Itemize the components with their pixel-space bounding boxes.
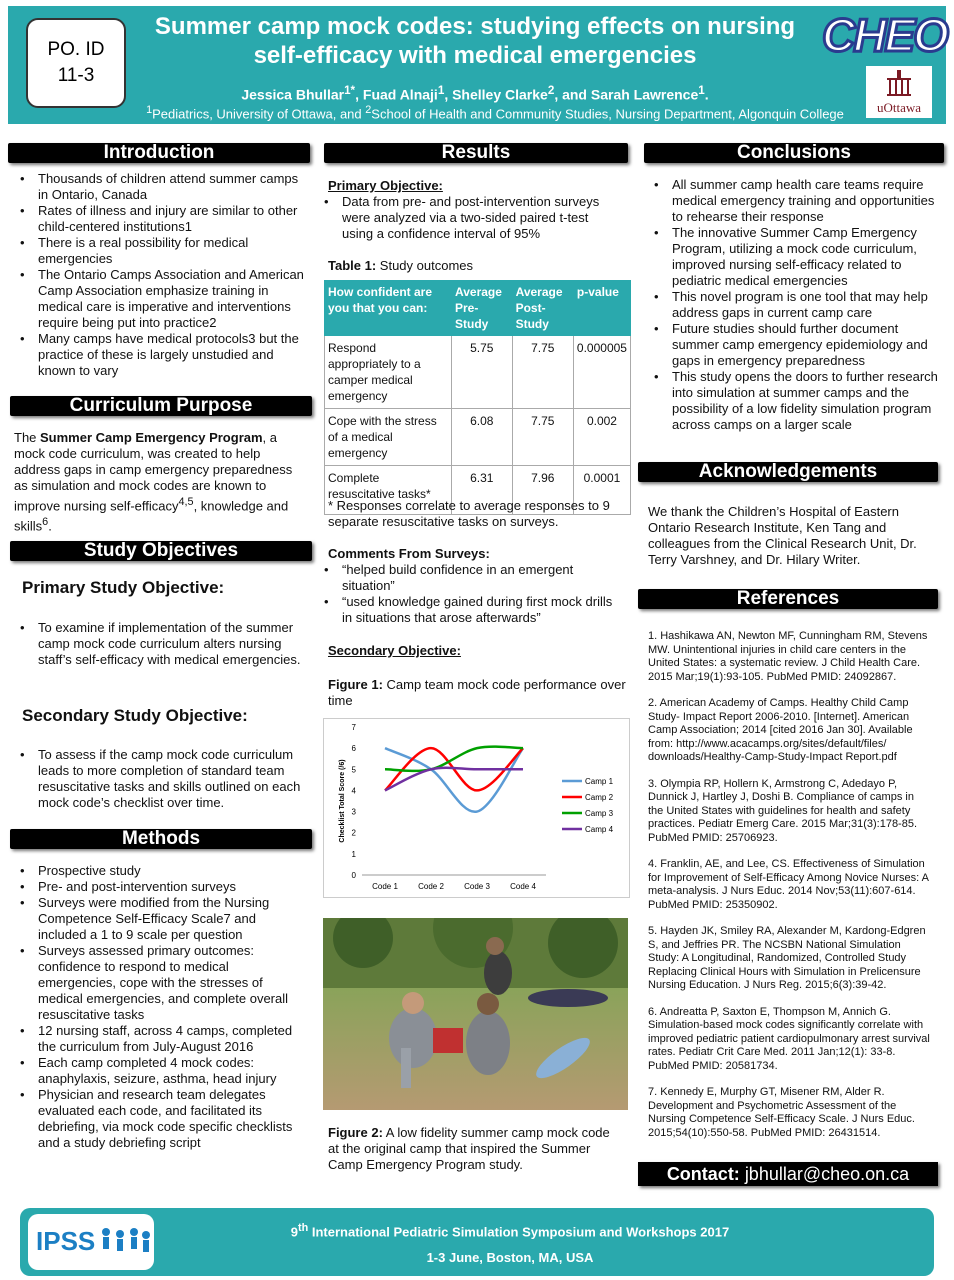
comment-item: • “used knowledge gained during first mock drills in situations that arose afterwards”: [330, 594, 620, 626]
affiliations: $^1$Pediatrics, University of Ottawa, and $^2$School of Health and Community Studies, Nursing Department, Algonquin College: [146, 104, 844, 122]
conclusion-item: • All summer camp health care teams require medical emergency training and opportunities to rehearse their response: [660, 177, 940, 225]
authors: Jessica Bhullar$^{1*}$, Fuad Alnaji$^1$, Shelley Clarke$^2$, and Sarah Lawrence$^1$.: [241, 84, 709, 103]
footer-event: 9th International Pediatric Simulation Symposium and Workshops 2017: [290, 1222, 730, 1240]
footer-banner: [20, 1208, 934, 1276]
y-tick-label: 4: [351, 786, 356, 796]
y-tick-label: 6: [351, 744, 356, 754]
table-header-cell: p-value: [573, 281, 630, 336]
table-cell: 0.002: [573, 409, 630, 466]
reference-item: 6. Andreatta P, Saxton E, Thompson M, Annich G. Simulation-based mock codes significantly correlate with improved pediatric patient cardiopulmonary arrest survival rates. Pediatr Crit Care Med. 2011 Jan;12(1): 33-8. PubMed PMID: 20581734.: [648, 1005, 930, 1072]
secondary-objective-heading: Secondary Study Objective:: [22, 706, 248, 725]
figure1-label: Figure 1:: [328, 677, 383, 692]
primary-objective-text: • To examine if implementation of the summer camp mock code curriculum alters nursing staff’s self-efficacy with medical emergencies.: [26, 620, 308, 668]
conclusion-item: • The innovative Summer Camp Emergency Program, utilizing a mock code curriculum, improved nursing self-efficacy related to pediatric medical emergencies: [660, 225, 940, 289]
poster-id-label: PO. ID: [47, 39, 105, 60]
camp-performance-chart: [324, 719, 629, 897]
study-outcomes-table: [324, 280, 631, 515]
title-line-1: Summer camp mock codes: studying effects on nursing: [154, 13, 796, 40]
x-tick-label: Code 1: [372, 882, 398, 891]
y-tick-label: 2: [351, 828, 356, 838]
figure2-label: Figure 2:: [328, 1125, 383, 1140]
table-caption-text: Study outcomes: [376, 258, 473, 273]
methods-item: • Physician and research team delegates evaluated each code, and facilitated its debriefing, via mock code specific checklists and a study debriefing script: [26, 1087, 308, 1151]
reference-item: 7. Kennedy E, Murphy GT, Misener RM, Alder R. Development and Psychometric Assessment of the Nursing Competence Self-Efficacy Scale. J Nurs Educ. 2015;54(10):550-58. PubMed PMID: 26431514.: [648, 1086, 915, 1139]
y-tick-label: 0: [351, 871, 356, 880]
poster-title: [140, 12, 810, 70]
reference-item: 4. Franklin, AE, and Lee, CS. Effectiveness of Simulation for Improvement of Self-Efficacy Among Novice Nurses: A meta-analysis. J Nurs Educ. 2014 Nov;53(11):607-614. PubMed PMID: 25350902.: [648, 858, 929, 911]
methods-list: [8, 863, 308, 1151]
table-row: [325, 409, 631, 466]
reference-item: 3. Olympia RP, Hollern K, Armstrong C, Adedayo P, Dunnick J, Hartley J, Doshi B. Compliance of camps in the United States with guidelines for health and safety practices. Pediatr Emerg Care. 2015 Mar;31(3):178-85. PubMed PMID: 25706923.: [648, 777, 918, 844]
curriculum-text: The Summer Camp Emergency Program, a mock code curriculum, was created to help address gaps in camp emergency preparedness as simulation and mock codes are known to improve nursing self-efficacy$^{4,5}$, knowledge and skills$^6$.: [14, 430, 293, 534]
title-line-2: self-efficacy with medical emergencies: [253, 42, 697, 69]
methods-heading: Methods: [10, 829, 312, 849]
program-name: Summer Camp Emergency Program: [40, 430, 263, 445]
children-figures-icon: [98, 1226, 152, 1258]
methods-item: • Each camp completed 4 mock codes: anaphylaxis, seizure, asthma, head injury: [26, 1055, 308, 1087]
figure2-photo: [323, 918, 628, 1110]
comments-heading: Comments From Surveys:: [328, 546, 490, 561]
mock-code-photo-placeholder: [323, 918, 628, 1110]
y-tick-label: 7: [351, 723, 356, 732]
methods-item: • Surveys were modified from the Nursing Competence Self-Efficacy Scale7 and included a 1 to 9 scale per question: [26, 895, 308, 943]
table-header-cell: Average Pre-Study: [452, 281, 513, 336]
reference-item: 1. Hashikawa AN, Newton MF, Cunningham RM, Stevens MW. Unintentional injuries in child care centers in the United States: a systematic review. J Child Health Care. 2015 Mar;19(1):93-105. PubMed PMID: 24092867.: [648, 630, 928, 683]
conclusion-item: • This novel program is one tool that may help address gaps in current camp care: [660, 289, 940, 321]
table-note: * Responses correlate to average responses to 9 separate resuscitative tasks on surveys.: [328, 498, 610, 529]
table-caption: [328, 258, 473, 274]
contact-email[interactable]: jbhullar@cheo.on.ca: [744, 1164, 910, 1184]
x-tick-label: Code 2: [418, 882, 444, 891]
methods-item: • 12 nursing staff, across 4 camps, completed the curriculum from July-August 2016: [26, 1023, 308, 1055]
comment-item: • “helped build confidence in an emergent situation”: [330, 562, 620, 594]
table-cell: 7.75: [512, 409, 573, 466]
table-cell: Complete resuscitative tasks*: [325, 466, 452, 515]
methods-item: • Pre- and post-intervention surveys: [26, 879, 308, 895]
conclusion-item: • Future studies should further document summer camp emergency epidemiology and gaps in emergency preparedness: [660, 321, 940, 369]
table-cell: 6.31: [452, 466, 513, 515]
results-primary: [312, 194, 620, 242]
legend-label: Camp 2: [585, 793, 614, 802]
secondary-objective: [8, 747, 308, 811]
y-tick-label: 1: [351, 849, 356, 859]
introduction-item: • Many camps have medical protocols3 but the practice of these is largely unstudied and known to vary: [26, 331, 308, 379]
results-heading: Results: [324, 143, 628, 163]
footer-date-location: 1-3 June, Boston, MA, USA: [426, 1250, 594, 1265]
reference-item: 2. American Academy of Camps. Healthy Child Camp Study- Impact Report 2006-2010. [Internet]. American Camp Association; 2014 [cited 2016 Jan 30]. Available from: http://www.acacamps.org/sites/default/files/ downloads/Healthy-Camp-Study-Impact Report.pdf: [648, 697, 913, 763]
university-building-icon: [885, 68, 913, 98]
conclusions-list: [642, 177, 940, 433]
uottawa-wordmark: uOttawa: [876, 100, 922, 115]
table-cell: Respond appropriately to a camper medical emergency: [325, 336, 452, 409]
primary-objective: [8, 620, 308, 668]
introduction-item: • Thousands of children attend summer camps in Ontario, Canada: [26, 171, 308, 203]
table-cell: 0.000005: [573, 336, 630, 409]
table-cell: 7.96: [512, 466, 573, 515]
table-cell: 5.75: [452, 336, 513, 409]
secondary-objective-results-heading: Secondary Objective:: [328, 643, 461, 658]
introduction-item: • There is a real possibility for medical emergencies: [26, 235, 308, 267]
table-header-cell: How confident are you that you can:: [325, 281, 452, 336]
figure2-caption: [328, 1125, 624, 1173]
table-cell: Cope with the stress of a medical emergency: [325, 409, 452, 466]
y-tick-label: 5: [351, 765, 356, 775]
y-tick-label: 3: [351, 807, 356, 817]
cheo-logo: CHEO: [822, 9, 947, 61]
acknowledgements-text: We thank the Children’s Hospital of Eastern Ontario Research Institute, Ken Tang and colleagues from the Clinical Research Unit, Dr. Terry Varshney, and Dr. Hilary Writer.: [648, 504, 917, 567]
table-caption-label: Table 1:: [328, 258, 377, 273]
table-header-cell: Average Post-Study: [512, 281, 573, 336]
figure1-chart-frame: [323, 718, 630, 898]
curriculum-heading: Curriculum Purpose: [10, 396, 312, 416]
figure1-text: Camp team mock code performance over time: [328, 677, 626, 708]
curriculum-text-pre: The: [14, 430, 41, 445]
table-cell: 6.08: [452, 409, 513, 466]
x-tick-label: Code 3: [464, 882, 490, 891]
figure1-caption: [328, 677, 628, 709]
table-cell: 0.0001: [573, 466, 630, 515]
comments: [312, 562, 620, 626]
legend-label: Camp 3: [585, 809, 614, 818]
methods-item: • Surveys assessed primary outcomes: confidence to respond to medical emergencies, cope with the stresses of medical emergencies, and complete overall resuscitative tasks: [26, 943, 308, 1023]
introduction-heading: Introduction: [8, 143, 310, 163]
primary-objective-heading: Primary Study Objective:: [22, 578, 225, 597]
table-row: [325, 336, 631, 409]
contact-label: Contact:: [666, 1164, 745, 1184]
table-cell: 7.75: [512, 336, 573, 409]
legend-label: Camp 1: [585, 777, 614, 786]
methods-item: • Prospective study: [26, 863, 308, 879]
objectives-heading: Study Objectives: [10, 541, 312, 561]
results-primary-text: • Data from pre- and post-intervention surveys were analyzed via a two-sided paired t-test using a confidence interval of 95%: [330, 194, 620, 242]
y-axis-label: Checklist Total Score (/6): [339, 759, 346, 843]
references-heading: References: [638, 589, 938, 609]
contact-bar: [638, 1162, 938, 1186]
ipss-logo-text: IPSS: [36, 1226, 96, 1256]
x-tick-label: Code 4: [510, 882, 536, 891]
acknowledgements-heading: Acknowledgements: [638, 462, 938, 482]
table-header-row: [325, 281, 631, 336]
poster-id-value: 11-3: [57, 65, 95, 86]
introduction-item: • Rates of illness and injury are similar to other child-centered institutions1: [26, 203, 308, 235]
conclusions-heading: Conclusions: [644, 143, 944, 163]
reference-item: 5. Hayden JK, Smiley RA, Alexander M, Kardong-Edgren S, and Jeffries PR. The NCSBN National Simulation Study: A Longitudinal, Randomized, Controlled Study Replacing Clinical Hours with Simulation in Prelicensure Nursing Education. J Nurs Reg. 2015;6(3):39-42.: [648, 925, 926, 991]
secondary-objective-text: • To assess if the camp mock code curriculum leads to more completion of standard team resuscitative tasks and skills outlined on each mock code’s checklist over time.: [26, 747, 308, 811]
figure2-text: A low fidelity summer camp mock code at the original camp that inspired the Summer Camp Emergency Program study.: [328, 1125, 610, 1172]
legend-label: Camp 4: [585, 825, 614, 834]
introduction-item: • The Ontario Camps Association and American Camp Association emphasize training in medical care is imperative and interventions require being put into practice2: [26, 267, 308, 331]
introduction-list: [8, 171, 308, 379]
references-list: [648, 630, 932, 1153]
conclusion-item: • This study opens the doors to further research into simulation at summer camps and the possibility of a low fidelity simulation program across camps on a larger scale: [660, 369, 940, 433]
poster-id-box: [26, 18, 126, 108]
results-primary-heading: Primary Objective:: [328, 178, 443, 193]
